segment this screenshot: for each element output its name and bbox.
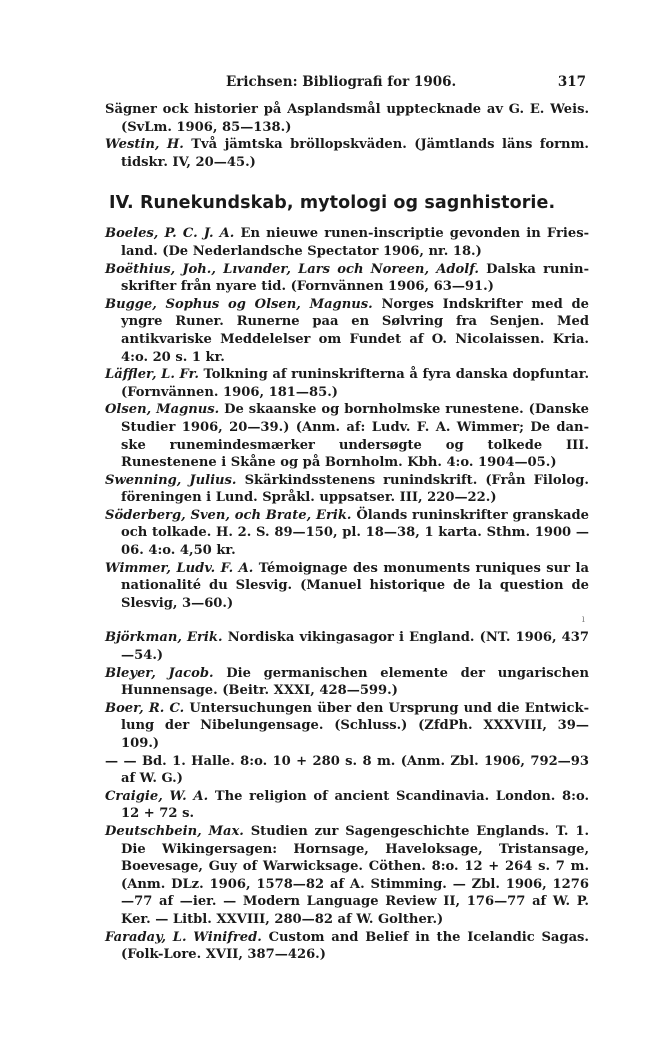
bibliography-entry bbox=[105, 929, 589, 964]
running-head: Erichsen: Bibliografi for 1906. bbox=[226, 74, 457, 90]
bibliography-entry bbox=[105, 560, 589, 613]
entry-text: Die germanischen elemente der ungarischen Hunnensage. (Beitr. XXXI, 428—599.) bbox=[121, 665, 589, 699]
bibliography-entry bbox=[105, 753, 589, 788]
entry-text: Norges Indskrifter med de yngre Runer. Runerne paa en Sølvring fra Senjen. Med antikvariske Meddelelser om Fundet af O. Nicolaissen. Kria. 4:o. 20 s. 1 kr. bbox=[121, 296, 589, 365]
entry-text: Två jämtska bröllopskväden. (Jämtlands läns fornm. tidskr. IV, 20—45.) bbox=[121, 137, 589, 170]
entry-text: Dalska runinskrifter från nyare tid. (Fornvännen 1906, 63—91.) bbox=[121, 261, 589, 295]
bibliography-entry bbox=[105, 225, 589, 260]
entry-author: Faraday, L. Winifred. bbox=[105, 929, 262, 945]
bibliography-entry bbox=[105, 629, 589, 664]
page-header bbox=[108, 74, 586, 94]
bibliography-entry bbox=[105, 366, 589, 401]
entry-author: — — bbox=[105, 753, 137, 769]
entry-author: Boeles, P. C. J. A. bbox=[105, 226, 235, 242]
entry-author: Swenning, Julius. bbox=[105, 472, 237, 488]
entry-text: En nieuwe runen-inscriptie gevonden in Friesland. (De Nederlandsche Spectator 1906, nr. 18.) bbox=[121, 226, 589, 259]
bibliography-entry bbox=[105, 788, 589, 823]
entry-text: Custom and Belief in the Icelandic Sagas. (Folk-Lore. XVII, 387—426.) bbox=[121, 929, 589, 963]
entry-author: Bleyer, Jacob. bbox=[105, 665, 214, 681]
bibliography-entry bbox=[105, 700, 589, 753]
entry-text: De skaanske og bornholmske runestene. (Danske Studier 1906, 20—39.) (Anm. af: Ludv. F. A. Wimmer; De danske runemindesmærker undersøgte og tolkede III. Runestenene i Skåne og på Bornholm. Kbh. 4:o. 1904—05.) bbox=[121, 402, 589, 471]
entry-text: (SvLm. 1906, 85—138.) bbox=[121, 119, 292, 135]
section-divider bbox=[105, 612, 589, 629]
entry-text: The religion of ancient Scandinavia. London. 8:o. 12 + 72 s. bbox=[121, 788, 590, 822]
bibliography-entry bbox=[105, 401, 589, 471]
entry-author: Söderberg, Sven, och Brate, Erik. bbox=[105, 507, 352, 523]
bibliography-entry bbox=[105, 823, 589, 929]
entry-text: Nordiska vikingasagor i England. (NT. 1906, 437 —54.) bbox=[121, 630, 590, 664]
section-heading: IV. Runekundskab, mytologi og sagnhistorie. bbox=[109, 193, 556, 214]
bibliography-entry bbox=[105, 136, 589, 171]
entry-author: Björkman, Erik. bbox=[105, 630, 223, 646]
entry-text: Skärkindsstenens runindskrift. (Från Filolog. föreningen i Lund. Språkl. uppsatser. III, 220—22.) bbox=[121, 472, 589, 506]
entry-text: Tolkning af runinskrifterna å fyra danska dopfuntar. (Fornvännen. 1906, 181—85.) bbox=[121, 367, 589, 400]
bibliography-entry bbox=[105, 472, 589, 507]
entry-text: Bd. 1. Halle. 8:o. 10 + 280 s. 8 m. (Anm. Zbl. 1906, 792—93 af W. G.) bbox=[121, 753, 590, 787]
margin-mark: ı bbox=[581, 614, 585, 626]
page-body bbox=[105, 101, 589, 964]
page-number: 317 bbox=[557, 74, 586, 90]
bibliography-entry bbox=[105, 101, 589, 136]
entry-author: Wimmer, Ludv. F. A. bbox=[105, 560, 254, 576]
entry-author: Westin, H. bbox=[105, 137, 184, 153]
entry-text: Ölands runinskrifter granskade och tolkade. H. 2. S. 89—150, pl. 18—38, 1 karta. Sthm. 1900 —06. 4:o. 4,50 kr. bbox=[121, 507, 589, 559]
entry-author: Deutschbein, Max. bbox=[105, 823, 244, 839]
entry-author: Läffler, L. Fr. bbox=[105, 367, 199, 383]
entry-author: Boer, R. C. bbox=[105, 700, 185, 716]
bibliography-entry bbox=[105, 261, 589, 296]
entry-author: Craigie, W. A. bbox=[105, 788, 209, 804]
entry-text: Témoignage des monuments runiques sur la nationalité du Slesvig. (Manuel historique de la question de Slesvig, 3—60.) bbox=[121, 560, 589, 611]
bibliography-entry bbox=[105, 296, 589, 366]
entry-author: Olsen, Magnus. bbox=[105, 402, 220, 418]
entry-text: Untersuchungen über den Ursprung und die Entwicklung der Nibelungensage. (Schluss.) (ZfdPh. XXXVIII, 39—109.) bbox=[121, 700, 589, 751]
bibliography-entry bbox=[105, 507, 589, 560]
bibliography-entry bbox=[105, 665, 589, 700]
entry-text: Studien zur Sagengeschichte Englands. T. 1. Die Wikingersagen: Hornsage, Haveloksage, Tristansage, Boevesage, Guy of Warwicksage. Cöthen. 8:o. 12 + 264 s. 7 m. (Anm. DLz. 1906, 1578—82 af A. Stimming. — Zbl. 1906, 1276—77 af —ier. — Modern Language Review II, 176—77 af W. P. Ker. — Litbl. XXVIII, 280—82 af W. Golther.) bbox=[121, 823, 589, 927]
entry-author: Bugge, Sophus og Olsen, Magnus. bbox=[105, 296, 373, 312]
entry-author: Boëthius, Joh., Lıvander, Lars och Noreen, Adolf. bbox=[105, 261, 479, 277]
entry-author: Sägner ock historier på Asplandsmål upptecknade av G. E. Weis. bbox=[105, 102, 589, 117]
